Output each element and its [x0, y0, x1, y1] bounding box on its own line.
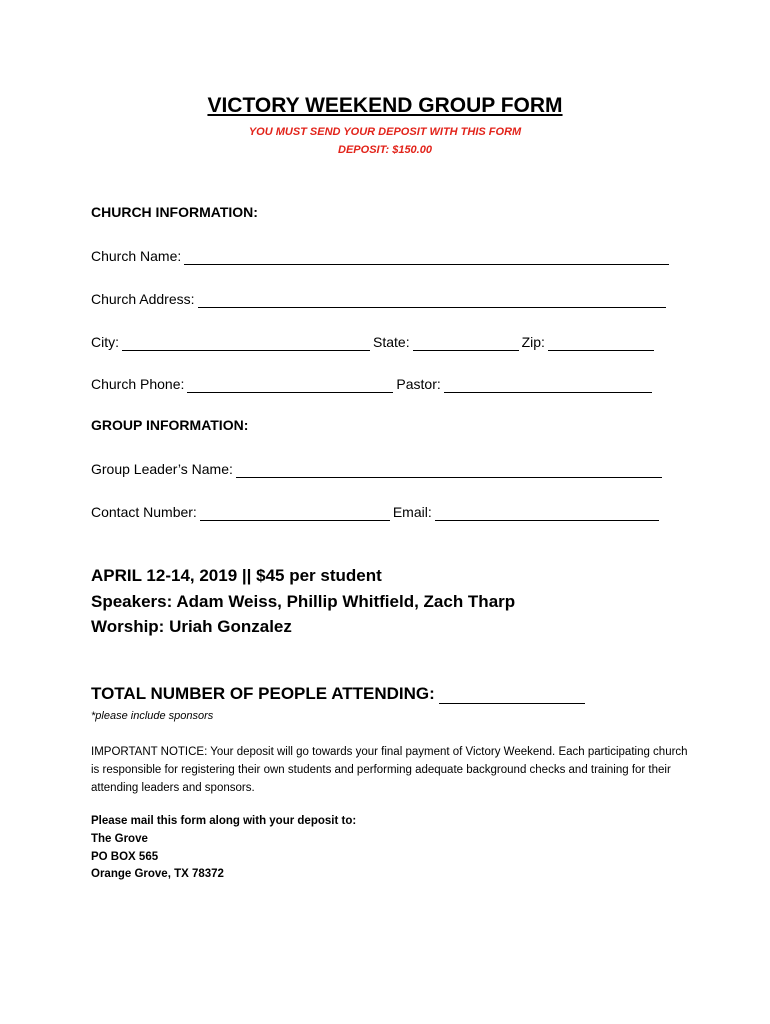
- event-worship: Worship: Uriah Gonzalez: [91, 617, 292, 636]
- church-phone-field[interactable]: [187, 378, 393, 393]
- total-attending-field[interactable]: [439, 685, 585, 704]
- city-label: City:: [91, 334, 119, 350]
- church-name-label: Church Name:: [91, 248, 182, 264]
- church-information-heading: CHURCH INFORMATION:: [91, 204, 258, 220]
- church-address-label: Church Address:: [91, 291, 195, 307]
- group-leader-label: Group Leader’s Name:: [91, 461, 233, 477]
- church-address-row: [91, 287, 669, 307]
- group-leader-field[interactable]: [236, 463, 662, 478]
- form-title: VICTORY WEEKEND GROUP FORM: [207, 94, 563, 117]
- state-field[interactable]: [413, 336, 519, 351]
- contact-email-row: [91, 500, 662, 520]
- group-information-heading: GROUP INFORMATION:: [91, 417, 249, 433]
- zip-field[interactable]: [548, 336, 654, 351]
- event-dates-price: APRIL 12-14, 2019 || $45 per student: [91, 566, 382, 585]
- total-attending-row: [91, 684, 585, 704]
- city-field[interactable]: [122, 336, 370, 351]
- church-phone-label: Church Phone:: [91, 376, 185, 392]
- event-speakers: Speakers: Adam Weiss, Phillip Whitfield, Zach Tharp: [91, 592, 516, 611]
- email-label: Email:: [392, 504, 432, 520]
- mailing-city-state-zip: Orange Grove, TX 78372: [91, 868, 224, 880]
- state-label: State:: [373, 334, 410, 350]
- important-notice: IMPORTANT NOTICE: Your deposit will go towards your final payment of Victory Weekend. Each participating church is responsible for registering their own students and performing adequate background checks and training for their attending leaders and sponsors.: [91, 746, 688, 794]
- mailing-po-box: PO BOX 565: [91, 851, 159, 863]
- pastor-field[interactable]: [444, 378, 652, 393]
- church-phone-pastor-row: [91, 372, 655, 392]
- church-name-row: [91, 244, 672, 264]
- church-address-field[interactable]: [198, 293, 666, 308]
- sponsor-note: *please include sponsors: [91, 710, 214, 722]
- total-attending-label: TOTAL NUMBER OF PEOPLE ATTENDING:: [91, 684, 435, 703]
- zip-label: Zip:: [521, 334, 545, 350]
- contact-number-label: Contact Number:: [91, 504, 197, 520]
- mailing-name: The Grove: [91, 833, 148, 845]
- email-field[interactable]: [435, 506, 659, 521]
- mailing-instruction: Please mail this form along with your deposit to:: [91, 815, 357, 827]
- church-name-field[interactable]: [184, 250, 669, 265]
- group-leader-row: [91, 457, 665, 477]
- contact-number-field[interactable]: [200, 506, 390, 521]
- pastor-label: Pastor:: [396, 376, 441, 392]
- city-state-zip-row: [91, 330, 657, 350]
- deposit-requirement-note: YOU MUST SEND YOUR DEPOSIT WITH THIS FORM: [248, 126, 522, 138]
- deposit-amount: DEPOSIT: $150.00: [338, 144, 432, 156]
